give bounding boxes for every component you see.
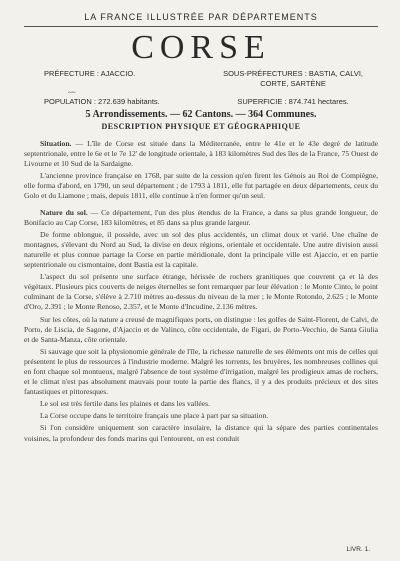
sous-prefectures-text: SOUS-PRÉFECTURES : BASTIA, CALVI, CORTE, SARTÈNE — [223, 69, 363, 88]
paragraph-text: — L'île de Corse est située dans la Méditerranée, entre le 41e et le 43e degré de latitude septentrionale, entre le 6e et le 7e 12' de longitude orientale, à 183 kilomètres Sud des îles de la France, 75 Ouest de Livourne et 10 Sud de la Sardaigne. — [24, 139, 378, 169]
footer-livraison: LIVR. 1. — [346, 546, 370, 553]
info-row-2 — [24, 97, 378, 107]
paragraph — [24, 272, 378, 312]
paragraph-lead: Situation. — [40, 139, 72, 148]
page-title: CORSE — [131, 29, 271, 66]
paragraph — [24, 208, 378, 228]
section-title: DESCRIPTION PHYSIQUE ET GÉOGRAPHIQUE — [101, 122, 301, 131]
paragraph — [24, 139, 378, 169]
paragraph — [24, 171, 378, 201]
paragraph — [24, 423, 378, 443]
paragraph — [24, 399, 378, 409]
paragraph-text: Si sauvage que soit la physionomie générale de l'île, la richesse naturelle de ses éléments ont mis de celles qui présentent le plus de ressources à l'industrie moderne. Malgré les torrents, les bruyères, les nombreuses collines qui en font chaque sol montueux, malgré l'absence de tout système d'irrigation, malgré les prodigieux amas de rochers, et le climat n'est pas absolument mauvais pour toute la partie des flancs, il y a des produits précieux et des sites fantastiques et pittoresques. — [24, 346, 378, 397]
paragraph-text: Le sol est très fertile dans les plaines et dans les vallées. — [40, 399, 210, 409]
population-text: POPULATION : 272.639 habitants. — [44, 97, 160, 106]
top-rule — [24, 26, 378, 27]
paragraph — [24, 230, 378, 270]
prefecture-text: PRÉFECTURE : AJACCIO. — [44, 69, 136, 78]
paragraph-text: L'aspect du sol présente une surface étrange, hérissée de rochers granitiques que couvrent ça et là des végétaux. Plusieurs pics couverts de neiges éternelles se font remarquer par leur élévation : le Monte Cinto, le point culminant de la Corse, s'élève à 2.710 mètres au-dessus du niveau de la mer ; le Monte Rotondo, 2.625 ; le Monte d'Oro, 2.391 ; le Monte Renoso, 2.357, et le Monte d'Incudine, 2.136 mètres. — [24, 272, 378, 312]
paragraph — [24, 411, 378, 421]
body-text — [24, 139, 378, 444]
ornament-divider: ~~ — [68, 89, 76, 97]
paragraph-text: L'ancienne province française en 1768, par suite de la cession qu'en firent les Génois au Roi de Compiègne, elle forma d'abord, en 1790, un seul département ; de 1793 à 1811, elle fut partagée en deux départements, ceux du Golo et du Liamone ; mais, depuis 1811, elle continue à n'en former qu'un seul. — [24, 171, 378, 201]
paragraph — [24, 347, 378, 397]
paragraph-text: La Corse occupe dans le territoire français une place à part par sa situation. — [40, 411, 269, 421]
running-head: LA FRANCE ILLUSTRÉE PAR DÉPARTEMENTS — [84, 12, 318, 22]
paragraph-text: Si l'on considère uniquement son caractère insulaire, la distance qui la sépare des parties continentales voisines, la profondeur des fonds marins qui l'entourent, on est conduit — [24, 423, 378, 443]
superficie-text: SUPERFICIE : 874.741 hectares. — [237, 97, 349, 106]
paragraph — [24, 315, 378, 345]
info-row-1 — [24, 69, 378, 89]
paragraph-text: Sur les côtes, où la nature a creusé de magnifiques ports, on distingue : les golfes de Saint-Florent, de Calvi, de Porto, de Liscia, de Sagone, d'Ajaccio et de Valinco, côte occidentale, de Figari, de Porto-Vecchio, de Santa Giulia et de Santa-Manza, côte orientale. — [24, 314, 378, 344]
paragraph-text: — Ce département, l'un des plus étendus de la France, a dans sa plus grande longueur, de Bonifacio au Cap Corse, 183 kilomètres, et 85 dans sa plus grande largeur. — [24, 207, 378, 227]
paragraph-text: De forme oblongue, il possède, avec un sol des plus accidentés, un climat doux et varié. Une chaîne de montagnes, s'élevant du Nord au Sud, la divise en deux régions, orientale et occidentale. Une autre division aussi naturelle et plus connue partage la Corse en partie méridionale, dont la principale ville est Ajaccio, et en partie septentrionale ou cismontaine, dont Bastia est la capitale. — [24, 229, 378, 270]
paragraph-lead: Nature du sol. — [40, 207, 88, 217]
administrative-counts: 5 Arrondissements. — 62 Cantons. — 364 Communes. — [85, 109, 317, 120]
